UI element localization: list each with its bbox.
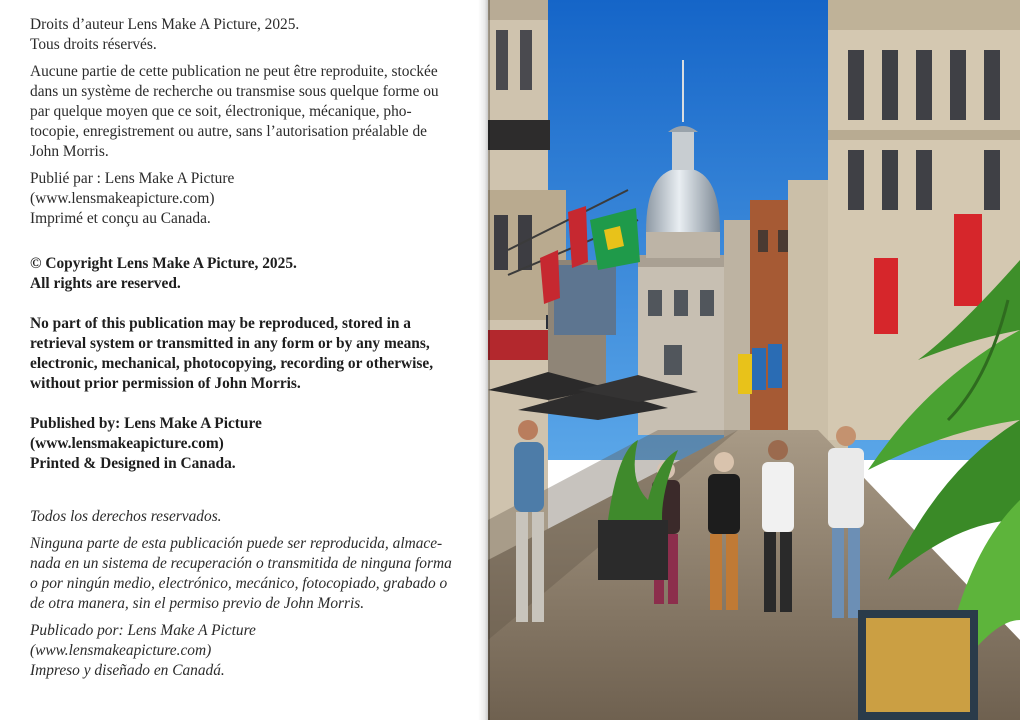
french-notice: Aucune partie de cette publication ne peut être reproduite, stockée dans un système de recherche ou transmise sous quelque forme ou par quelque moyen que ce soit, électronique, mécanique, pho- tocopie, enregistrement ou autre, sans l’autorisation préalable de John Morris. <box>30 63 439 160</box>
french-section <box>30 15 476 229</box>
english-publisher: Published by: Lens Make A Picture (www.lensmakeapicture.com) Printed & Designed in Canada. <box>30 415 262 472</box>
french-publisher: Publié par : Lens Make A Picture (www.lensmakeapicture.com) Imprimé et conçu au Canada. <box>30 170 235 227</box>
street-photo <box>488 0 1020 720</box>
english-notice: No part of this publication may be reproduced, stored in a retrieval system or transmitted in any form or by any means, electronic, mechanical, photocopying, recording or otherwise, without prior permission of John Morris. <box>30 315 434 392</box>
spanish-publisher: Publicado por: Lens Make A Picture (www.lensmakeapicture.com) Impreso y diseñado en Canadá. <box>30 622 256 679</box>
spanish-rights: Todos los derechos reservados. <box>30 508 222 525</box>
english-section <box>30 254 476 474</box>
distant-tower <box>554 265 616 335</box>
copyright-page <box>0 0 484 720</box>
spanish-notice: Ninguna parte de esta publicación puede ser reproducida, almace- nada en un sistema de recuperación o transmitida de ninguna forma o por ningún medio, electrónico, mecánico, fotocopiado, grabado o de otra manera, sin el permiso previo de John Morris. <box>30 535 452 612</box>
spanish-section <box>30 507 476 681</box>
page-fold-shadow <box>478 0 490 720</box>
english-copyright: © Copyright Lens Make A Picture, 2025. All rights are reserved. <box>30 255 297 292</box>
french-copyright: Droits d’auteur Lens Make A Picture, 2025. Tous droits réservés. <box>30 16 300 53</box>
street-photo-illustration <box>488 0 1020 720</box>
